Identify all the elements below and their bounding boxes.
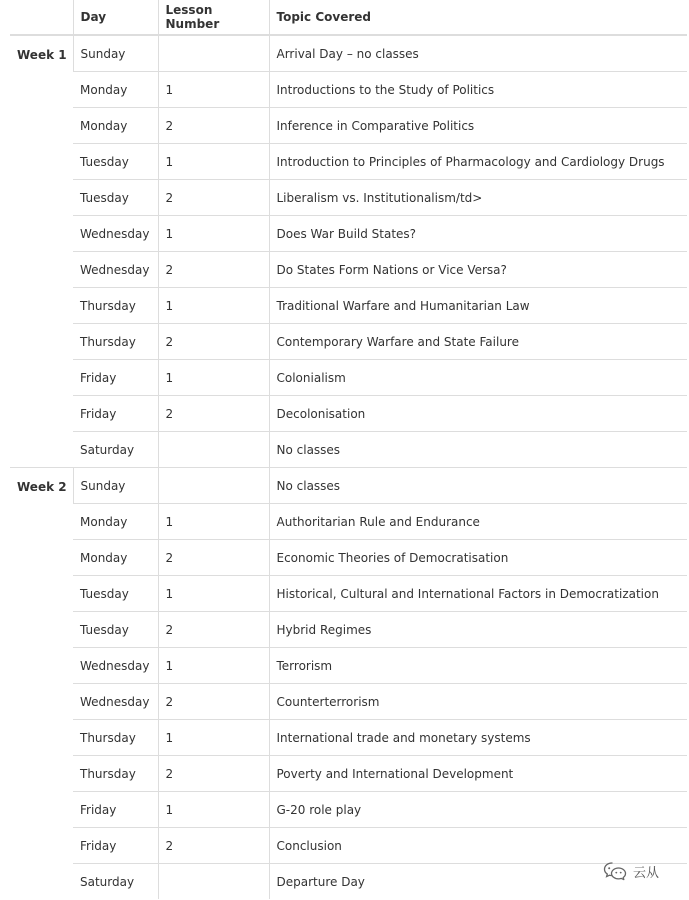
table-row bbox=[10, 576, 687, 612]
topic-cell: G-20 role play bbox=[269, 792, 687, 828]
lesson-number-cell: 2 bbox=[158, 540, 269, 576]
topic-cell: Decolonisation bbox=[269, 396, 687, 432]
day-cell: Wednesday bbox=[73, 684, 158, 720]
topic-cell: Liberalism vs. Institutionalism/td> bbox=[269, 180, 687, 216]
lesson-number-cell: 2 bbox=[158, 324, 269, 360]
week-label: Week 1 bbox=[10, 35, 73, 468]
topic-cell: Introductions to the Study of Politics bbox=[269, 72, 687, 108]
lesson-number-cell bbox=[158, 432, 269, 468]
lesson-number-cell: 2 bbox=[158, 612, 269, 648]
header-topic-covered: Topic Covered bbox=[269, 0, 687, 35]
lesson-number-cell: 1 bbox=[158, 360, 269, 396]
day-cell: Friday bbox=[73, 360, 158, 396]
topic-cell: Does War Build States? bbox=[269, 216, 687, 252]
topic-cell: Inference in Comparative Politics bbox=[269, 108, 687, 144]
day-cell: Wednesday bbox=[73, 252, 158, 288]
lesson-number-cell: 1 bbox=[158, 288, 269, 324]
topic-cell: Introduction to Principles of Pharmacology and Cardiology Drugs bbox=[269, 144, 687, 180]
day-cell: Thursday bbox=[73, 288, 158, 324]
topic-cell: International trade and monetary systems bbox=[269, 720, 687, 756]
table-row bbox=[10, 360, 687, 396]
day-cell: Monday bbox=[73, 108, 158, 144]
topic-cell: Traditional Warfare and Humanitarian Law bbox=[269, 288, 687, 324]
day-cell: Saturday bbox=[73, 432, 158, 468]
table-body bbox=[10, 35, 687, 899]
wechat-bubble-icon bbox=[603, 861, 627, 881]
table-row bbox=[10, 432, 687, 468]
lesson-number-cell bbox=[158, 35, 269, 72]
lesson-number-cell: 1 bbox=[158, 144, 269, 180]
topic-cell: Terrorism bbox=[269, 648, 687, 684]
day-cell: Monday bbox=[73, 504, 158, 540]
lesson-number-cell: 2 bbox=[158, 180, 269, 216]
day-cell: Monday bbox=[73, 540, 158, 576]
lesson-number-cell: 2 bbox=[158, 828, 269, 864]
table-row bbox=[10, 684, 687, 720]
table-row bbox=[10, 648, 687, 684]
table-row bbox=[10, 288, 687, 324]
lesson-number-cell: 1 bbox=[158, 504, 269, 540]
table-row bbox=[10, 612, 687, 648]
topic-cell: No classes bbox=[269, 468, 687, 504]
table-row bbox=[10, 540, 687, 576]
table-row bbox=[10, 216, 687, 252]
table-row bbox=[10, 72, 687, 108]
lesson-number-cell: 2 bbox=[158, 396, 269, 432]
day-cell: Thursday bbox=[73, 756, 158, 792]
topic-cell: Contemporary Warfare and State Failure bbox=[269, 324, 687, 360]
lesson-number-cell: 1 bbox=[158, 72, 269, 108]
topic-cell: Economic Theories of Democratisation bbox=[269, 540, 687, 576]
day-cell: Friday bbox=[73, 828, 158, 864]
table-row bbox=[10, 180, 687, 216]
topic-cell: Departure Day bbox=[269, 864, 687, 900]
lesson-number-cell: 2 bbox=[158, 684, 269, 720]
topic-cell: Hybrid Regimes bbox=[269, 612, 687, 648]
lesson-number-cell: 2 bbox=[158, 252, 269, 288]
watermark-text: 云从 bbox=[633, 865, 660, 881]
lesson-number-cell bbox=[158, 864, 269, 900]
day-cell: Sunday bbox=[73, 468, 158, 504]
topic-cell: Counterterrorism bbox=[269, 684, 687, 720]
schedule-table bbox=[10, 0, 687, 899]
day-cell: Friday bbox=[73, 792, 158, 828]
topic-cell: Do States Form Nations or Vice Versa? bbox=[269, 252, 687, 288]
table-row bbox=[10, 468, 687, 504]
day-cell: Wednesday bbox=[73, 216, 158, 252]
day-cell: Tuesday bbox=[73, 144, 158, 180]
day-cell: Saturday bbox=[73, 864, 158, 900]
table-row bbox=[10, 35, 687, 72]
day-cell: Tuesday bbox=[73, 180, 158, 216]
topic-cell: Historical, Cultural and International Factors in Democratization bbox=[269, 576, 687, 612]
table-row bbox=[10, 396, 687, 432]
day-cell: Tuesday bbox=[73, 576, 158, 612]
lesson-number-cell: 1 bbox=[158, 792, 269, 828]
table-row bbox=[10, 144, 687, 180]
day-cell: Sunday bbox=[73, 35, 158, 72]
lesson-number-cell: 1 bbox=[158, 216, 269, 252]
lesson-number-cell: 1 bbox=[158, 576, 269, 612]
week-label: Week 2 bbox=[10, 468, 73, 900]
table-row bbox=[10, 828, 687, 864]
table-row bbox=[10, 864, 687, 900]
header-lesson-number: Lesson Number bbox=[158, 0, 269, 35]
table-row bbox=[10, 324, 687, 360]
topic-cell: Conclusion bbox=[269, 828, 687, 864]
header-day: Day bbox=[73, 0, 158, 35]
lesson-number-cell: 2 bbox=[158, 756, 269, 792]
table-row bbox=[10, 720, 687, 756]
topic-cell: Authoritarian Rule and Endurance bbox=[269, 504, 687, 540]
day-cell: Wednesday bbox=[73, 648, 158, 684]
lesson-number-cell: 1 bbox=[158, 648, 269, 684]
lesson-number-cell bbox=[158, 468, 269, 504]
watermark bbox=[603, 858, 659, 884]
day-cell: Tuesday bbox=[73, 612, 158, 648]
day-cell: Thursday bbox=[73, 324, 158, 360]
table-row bbox=[10, 252, 687, 288]
header-week bbox=[10, 0, 73, 35]
topic-cell: No classes bbox=[269, 432, 687, 468]
table-header bbox=[10, 0, 687, 35]
topic-cell: Colonialism bbox=[269, 360, 687, 396]
table-row bbox=[10, 108, 687, 144]
table-row bbox=[10, 504, 687, 540]
header-row bbox=[10, 0, 687, 35]
table-row bbox=[10, 792, 687, 828]
table-row bbox=[10, 756, 687, 792]
day-cell: Monday bbox=[73, 72, 158, 108]
day-cell: Thursday bbox=[73, 720, 158, 756]
day-cell: Friday bbox=[73, 396, 158, 432]
lesson-number-cell: 1 bbox=[158, 720, 269, 756]
lesson-number-cell: 2 bbox=[158, 108, 269, 144]
topic-cell: Arrival Day – no classes bbox=[269, 35, 687, 72]
topic-cell: Poverty and International Development bbox=[269, 756, 687, 792]
